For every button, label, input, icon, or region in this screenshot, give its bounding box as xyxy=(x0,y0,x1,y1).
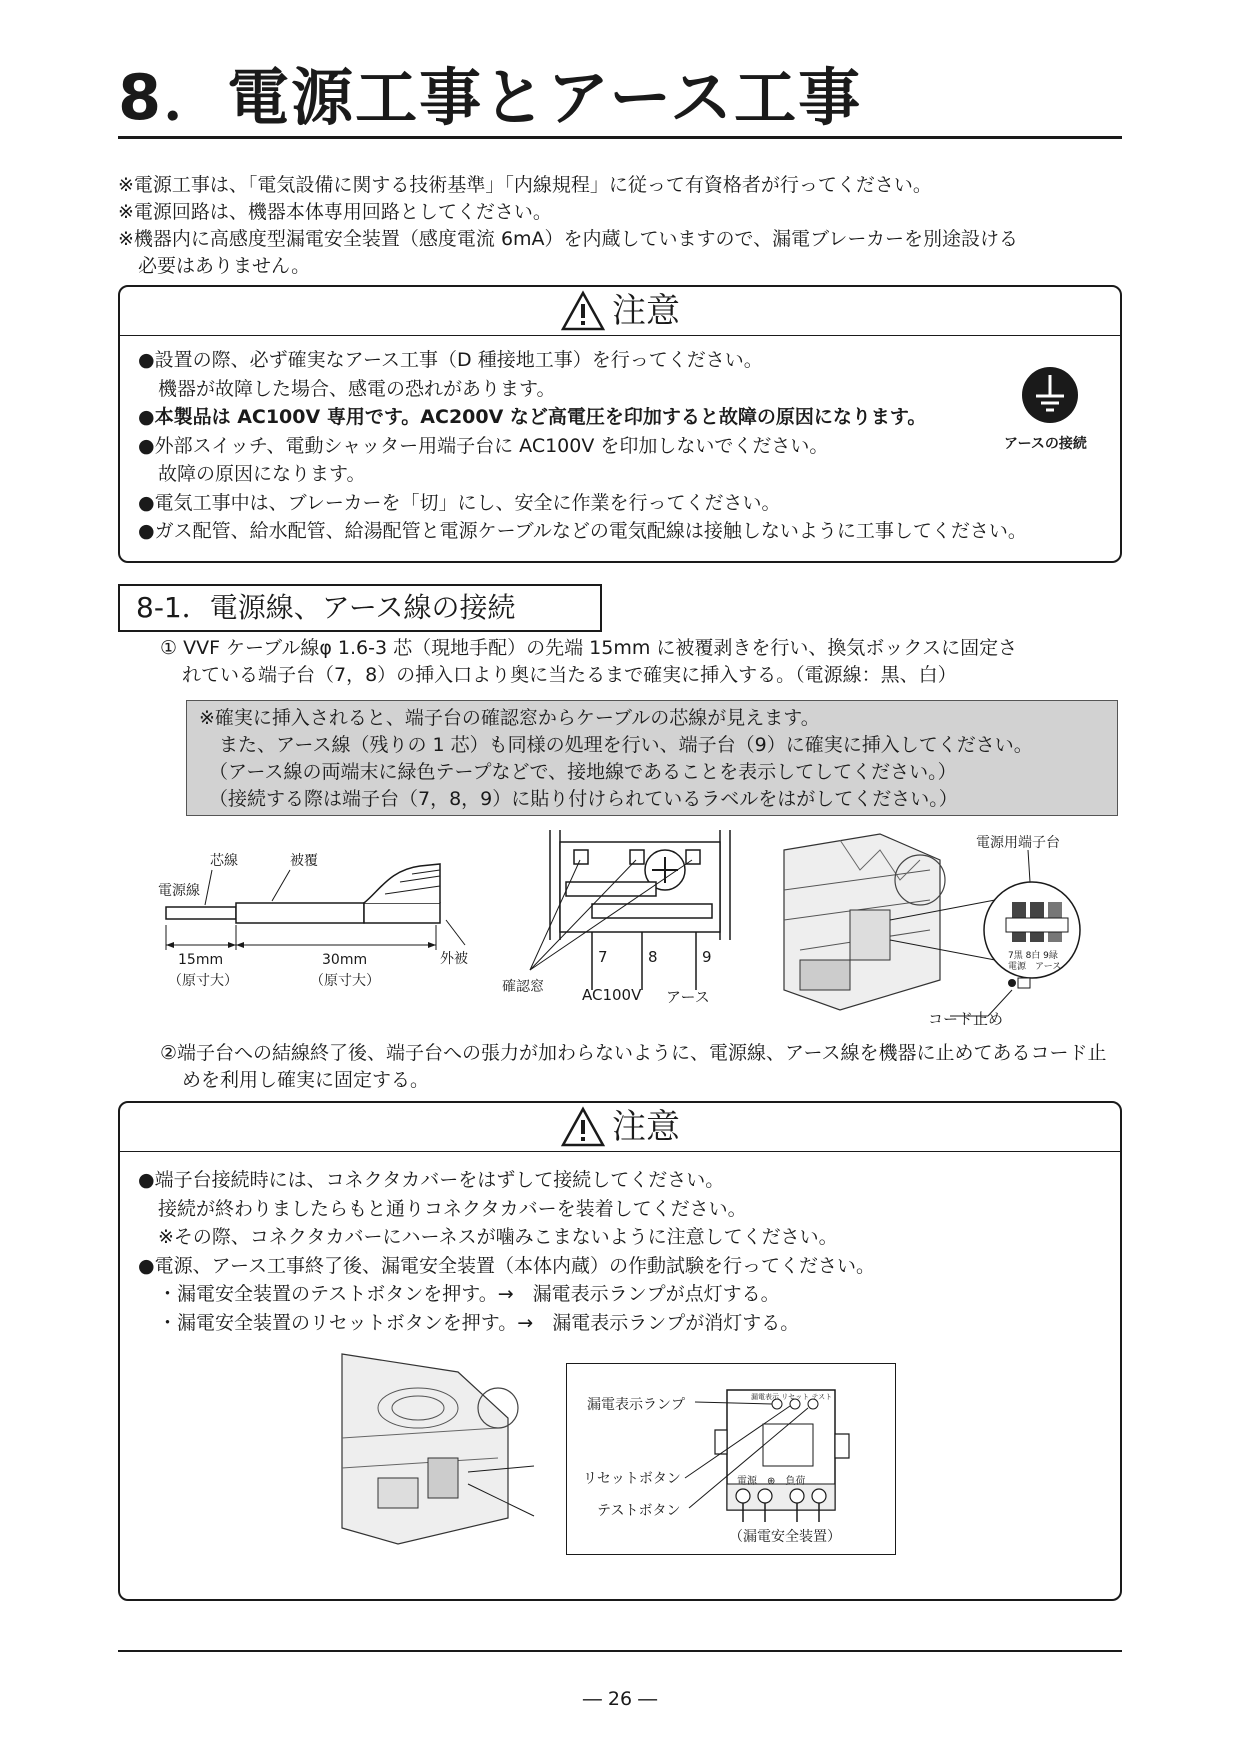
step2-line1: ②端子台への結線終了後、端子台への張力が加わらないように、電源線、アース線を機器に止めてあるコード止 xyxy=(160,1042,1107,1064)
coating-label: 被覆 xyxy=(290,853,318,869)
note-line: ※電源工事は、「電気設備に関する技術基準」「内線規程」に従って有資格者が行ってください。 xyxy=(118,174,932,196)
gray-line: また、アース線（残りの 1 芯）も同様の処理を行い、端子台（9）に確実に挿入してください。 xyxy=(219,734,1033,756)
terminal-mini-label: 7黒 8白 9緑 xyxy=(1008,951,1058,961)
title-rule xyxy=(118,136,1122,139)
caution-line: ・漏電安全装置のテストボタンを押す。→ 漏電表示ランプが点灯する。 xyxy=(158,1283,780,1305)
caution-box-2 xyxy=(118,1101,1122,1601)
warning-icon xyxy=(560,290,606,332)
elcb-terminal-labels: 電源 ⊕ 負荷 xyxy=(737,1476,806,1487)
caution-heading: 注意 xyxy=(612,1107,680,1147)
caution-body xyxy=(120,336,1120,546)
terminal-block-diagram xyxy=(500,830,750,1010)
terminal-block-label: 電源用端子台 xyxy=(976,835,1060,851)
caution-body xyxy=(120,1152,1120,1337)
note-line: ※電源回路は、機器本体専用回路としてください。 xyxy=(118,201,552,223)
caution-line: ●外部スイッチ、電動シャッター用端子台に AC100V を印加しないでください。 xyxy=(138,434,829,457)
step1-line1: ① VVF ケーブル線φ 1.6-3 芯（現地手配）の先端 15mm に被覆剥きを行い、換気ボックスに固定さ xyxy=(160,637,1018,659)
caution-line: 接続が終わりましたらもと通りコネクタカバーを装着してください。 xyxy=(158,1197,747,1220)
core-label: 芯線 xyxy=(210,853,238,869)
earth-label: アース xyxy=(666,988,710,1006)
step1-line2: れている端子台（7，8）の挿入口より奥に当たるまで確実に挿入する。（電源線：黒、白） xyxy=(182,664,957,686)
caution-line: 故障の原因になります。 xyxy=(158,463,366,485)
caution-line: ・漏電安全装置のリセットボタンを押す。→ 漏電表示ランプが消灯する。 xyxy=(158,1311,800,1334)
length2-note: （原寸大） xyxy=(310,973,380,989)
footer-rule xyxy=(118,1650,1122,1652)
ground-icon xyxy=(1020,365,1080,425)
ac100v-label: AC100V xyxy=(582,986,642,1004)
outer-sheath-label: 外被 xyxy=(440,951,468,967)
page-number: ― 26 ― xyxy=(582,1688,658,1710)
cord-stop-label: コード止め xyxy=(928,1010,1004,1028)
terminal-7-label: 7 xyxy=(598,948,608,966)
caution-line: ※その際、コネクタカバーにハーネスが噛みこまないように注意してください。 xyxy=(158,1226,838,1248)
warning-icon xyxy=(560,1106,606,1148)
note-line: 必要はありません。 xyxy=(138,255,311,277)
test-button-label: テストボタン xyxy=(597,1503,681,1519)
reset-button-label: リセットボタン xyxy=(583,1471,681,1487)
length1-label: 15mm xyxy=(178,952,224,968)
step2-line2: めを利用し確実に固定する。 xyxy=(182,1069,430,1091)
unit-terminal-diagram xyxy=(780,830,1120,1030)
caution-line: 機器が故障した場合、感電の恐れがあります。 xyxy=(158,377,556,400)
unit-drawing xyxy=(780,830,1120,1030)
unit-illustration xyxy=(338,1348,538,1548)
leak-lamp-label: 漏電表示ランプ xyxy=(587,1397,685,1413)
caution-line: ●電源、アース工事終了後、漏電安全装置（本体内蔵）の作動試験を行ってください。 xyxy=(138,1254,876,1277)
ground-label: アースの接続 xyxy=(1004,436,1087,452)
wire-strip-diagram xyxy=(150,850,490,990)
wire-drawing xyxy=(150,850,490,990)
gray-line: （接続する際は端子台（7，8，9）に貼り付けられているラベルをはがしてください。） xyxy=(209,788,958,810)
length2-label: 30mm xyxy=(322,952,368,968)
caution-line: ●設置の際、必ず確実なアース工事（D 種接地工事）を行ってください。 xyxy=(138,349,763,371)
terminal-8-label: 8 xyxy=(648,948,658,966)
elcb-caption: （漏電安全装置） xyxy=(729,1529,841,1545)
terminal-mini-label-2: 電源 アース xyxy=(1008,962,1062,972)
caution-heading: 注意 xyxy=(612,291,680,331)
gray-line: （アース線の両端末に緑色テープなどで、接地線であることを表示してしてください。） xyxy=(209,761,957,783)
caution-line: ●端子台接続時には、コネクタカバーをはずして接続してください。 xyxy=(138,1169,725,1191)
elcb-detail-frame xyxy=(566,1363,896,1555)
elcb-panel-labels: 漏電表示 リセット テスト xyxy=(751,1393,833,1401)
caution-header xyxy=(120,1103,1120,1152)
length1-note: （原寸大） xyxy=(168,973,238,989)
power-wire-label: 電源線 xyxy=(158,883,200,899)
caution-box-1 xyxy=(118,285,1122,563)
section-heading: 8-1．電源線、アース線の接続 xyxy=(118,584,602,632)
notes-block xyxy=(118,172,1128,280)
caution-line: ●電気工事中は、ブレーカーを「切」にし、安全に作業を行ってください。 xyxy=(138,491,781,514)
note-line: ※機器内に高感度型漏電安全装置（感度電流 6mA）を内蔵していますので、漏電ブレーカーを別途設ける xyxy=(118,228,1019,250)
insertion-note-box xyxy=(186,700,1118,816)
terminal-9-label: 9 xyxy=(702,948,712,966)
caution-line: ●ガス配管、給水配管、給湯配管と電源ケーブルなどの電気配線は接触しないように工事してください。 xyxy=(138,520,1027,542)
page-title: 8．電源工事とアース工事 xyxy=(118,61,863,134)
caution-header xyxy=(120,287,1120,336)
check-window-label: 確認窓 xyxy=(502,979,544,995)
caution-line: ●本製品は AC100V 専用です。AC200V など高電圧を印加すると故障の原因になります。 xyxy=(138,406,927,428)
gray-line: ※確実に挿入されると、端子台の確認窓からケーブルの芯線が見えます。 xyxy=(199,707,820,729)
